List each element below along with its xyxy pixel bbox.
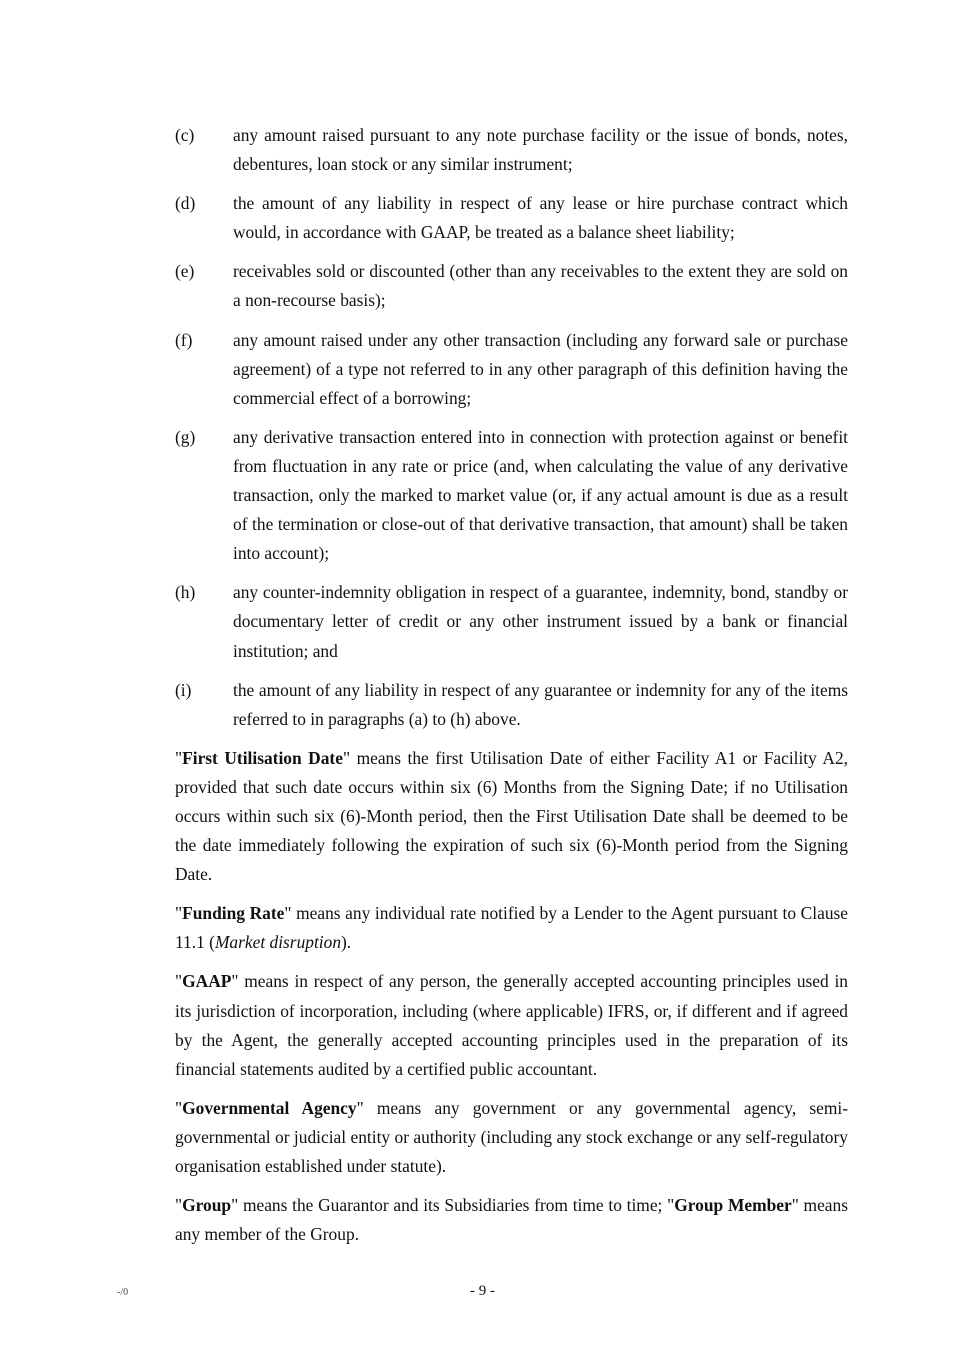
list-marker: (f) <box>175 329 193 350</box>
definition-funding-rate: "Funding Rate" means any individual rate notified by a Lender to the Agent pursuant to Clause 11.1 (Market disruption). <box>175 903 849 953</box>
list-marker: (c) <box>175 125 195 145</box>
list-item-i <box>175 676 848 734</box>
defined-term: GAAP <box>182 971 232 992</box>
defined-term: Group <box>182 1195 232 1216</box>
defined-term-2: Group Member <box>674 1195 792 1216</box>
document-body <box>175 121 848 1259</box>
definition-text: means the first Utilisation Date of either Facility A1 or Facility A2, provided that such date occurs within six (6) Months from the Signing Date; if no Utilisation occurs within such six (6)-Month period, then the First Utilisation Date shall be deemed to be the date immediately following the expiration of such six (6)-Month period from the Signing Date. <box>175 747 848 885</box>
definition-text-end: ). <box>341 932 352 953</box>
list-item-text: any derivative transaction entered into in connection with protection against or benefit from fluctuation in any rate or price (and, when calculating the value of any derivative transaction, only the marked to market value (or, if any actual amount is due as a result of the termination or close-out of that derivative transaction, that amount) shall be taken into account); <box>233 426 848 564</box>
definition-text: means any individual rate notified by a Lender to the Agent pursuant to Clause 11.1 ( <box>175 903 849 953</box>
definition-group: "Group" means the Guarantor and its Subsidiaries from time to time; "Group Member" means any member of the Group. <box>175 1195 848 1245</box>
definition-governmental-agency: "Governmental Agency" means any government or any governmental agency, semi-governmental or judicial entity or authority (including any stock exchange or any self-regulatory organisation established under statute). <box>175 1097 848 1176</box>
definition-text: means in respect of any person, the generally accepted accounting principles used in its jurisdiction of incorporation, including (where applicable) IFRS, or, if different and if agreed by the Agent, the generally accepted accounting principles used in the preparation of its financial statements audited by a certified public accountant. <box>175 971 848 1079</box>
list-item-text: any amount raised pursuant to any note purchase facility or the issue of bonds, notes, debentures, loan stock or any similar instrument; <box>233 125 848 175</box>
list-item-c <box>175 121 848 179</box>
definition-text: means any government or any governmental agency, semi-governmental or judicial entity or authority (including any stock exchange or any self-regulatory organisation established under statute). <box>175 1097 848 1176</box>
list-item-e <box>175 257 848 315</box>
list-item-text: the amount of any liability in respect of any lease or hire purchase contract which would, in accordance with GAAP, be treated as a balance sheet liability; <box>233 193 848 243</box>
list-item-text: any counter-indemnity obligation in respect of a guarantee, indemnity, bond, standby or documentary letter of credit or any other instrument issued by a bank or financial institution; and <box>233 582 848 661</box>
list-item-text: receivables sold or discounted (other than any receivables to the extent they are sold on a non-recourse basis); <box>233 261 848 311</box>
clause-reference: Market disruption <box>214 932 342 953</box>
defined-term: Funding Rate <box>182 903 285 924</box>
list-item-h <box>175 578 848 665</box>
list-marker: (g) <box>175 426 196 447</box>
list-item-f <box>175 326 848 413</box>
page-number: - 9 - <box>470 1283 495 1299</box>
list-marker: (d) <box>175 193 196 214</box>
list-marker: (i) <box>175 679 192 700</box>
list-item-d <box>175 189 848 247</box>
definition-text-end: means any member of the Group. <box>175 1195 848 1245</box>
definition-text: means the Guarantor and its Subsidiaries from time to time; <box>238 1195 668 1216</box>
definition-first-utilisation-date: "First Utilisation Date" means the first Utilisation Date of either Facility A1 or Facility A2, provided that such date occurs within six (6) Months from the Signing Date; if no Utilisation occurs within such six (6)-Month period, then the First Utilisation Date shall be deemed to be the date immediately following the expiration of such six (6)-Month period from the Signing Date. <box>175 747 848 885</box>
footer-reference: -/0 <box>117 1287 129 1298</box>
list-marker: (e) <box>175 261 195 282</box>
list-item-g <box>175 423 848 568</box>
list-marker: (h) <box>175 582 196 603</box>
list-item-text: the amount of any liability in respect of any guarantee or indemnity for any of the items referred to in paragraphs (a) to (h) above. <box>233 679 848 729</box>
defined-term: Governmental Agency <box>182 1097 357 1118</box>
list-item-text: any amount raised under any other transaction (including any forward sale or purchase agreement) of a type not referred to in any other paragraph of this definition having the commercial effect of a borrowing; <box>233 329 848 408</box>
definition-gaap: "GAAP" means in respect of any person, the generally accepted accounting principles used in its jurisdiction of incorporation, including (where applicable) IFRS, or, if different and if agreed by the Agent, the generally accepted accounting principles used in the preparation of its financial statements audited by a certified public accountant. <box>175 971 848 1079</box>
defined-term: First Utilisation Date <box>182 747 343 768</box>
